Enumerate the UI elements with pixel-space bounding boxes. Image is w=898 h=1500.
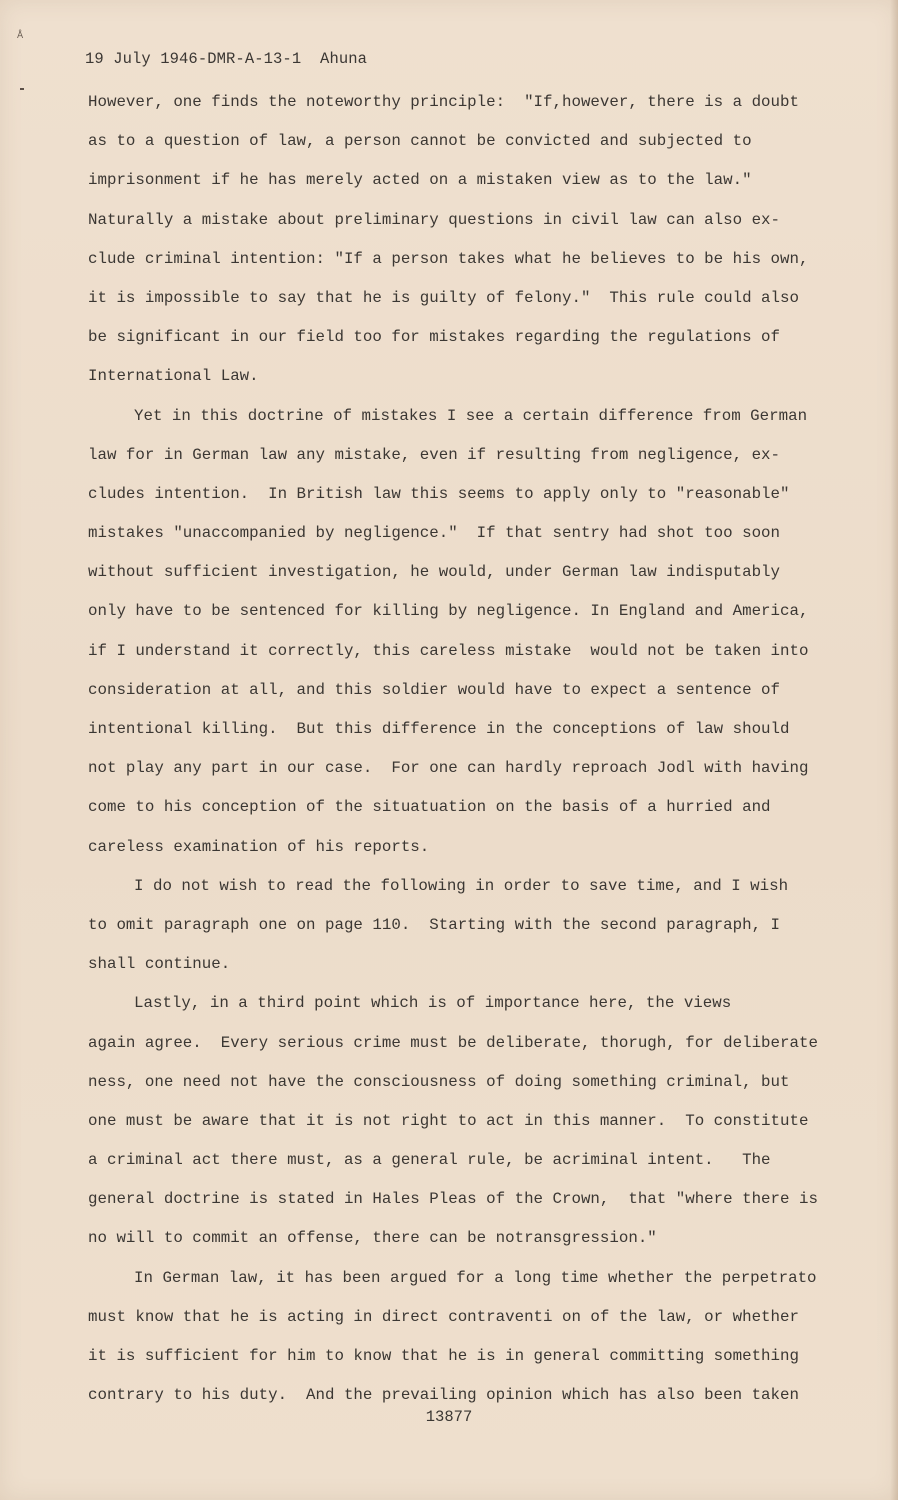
- paragraph: [88, 1259, 893, 1416]
- text-line: ness, one need not have the consciousness of doing something criminal, but: [88, 1072, 790, 1091]
- text-line: be significant in our field too for mistakes regarding the regulations of: [88, 328, 781, 347]
- text-line: International Law.: [88, 367, 259, 386]
- margin-mark-dash: [20, 88, 24, 90]
- paragraph: [88, 984, 893, 1258]
- text-line: if I understand it correctly, this careless mistake would not be taken into: [88, 641, 809, 660]
- text-line: However, one finds the noteworthy principle: "If,however, there is a doubt: [88, 93, 799, 111]
- text-line: shall continue.: [88, 955, 231, 974]
- paragraph: [88, 397, 893, 867]
- text-line: consideration at all, and this soldier would have to expect a sentence of: [88, 680, 781, 699]
- text-line: come to his conception of the situatuation on the basis of a hurried and: [88, 798, 771, 817]
- text-line: again agree. Every serious crime must be deliberate, thorugh, for deliberate: [88, 1033, 818, 1052]
- text-line: not play any part in our case. For one can hardly reproach Jodl with having: [88, 759, 809, 778]
- text-line: a criminal act there must, as a general rule, be acriminal intent. The: [88, 1151, 771, 1170]
- text-line: law for in German law any mistake, even if resulting from negligence, ex-: [88, 445, 781, 464]
- text-line: it is impossible to say that he is guilty of felony." This rule could also: [88, 288, 799, 307]
- text-line: without sufficient investigation, he would, under German law indisputably: [88, 563, 781, 582]
- text-line: one must be aware that it is not right to act in this manner. To constitute: [88, 1111, 809, 1130]
- text-line: it is sufficient for him to know that he is in general committing something: [88, 1347, 799, 1365]
- paragraph: [88, 867, 893, 985]
- document-body: [88, 83, 893, 1415]
- text-line: Yet in this doctrine of mistakes I see a certain difference from German: [134, 406, 808, 425]
- text-line: no will to commit an offense, there can be notransgression.": [88, 1229, 657, 1248]
- document-header: 19 July 1946-DMR-A-13-1 Ahuna: [85, 50, 368, 68]
- text-line: clude criminal intention: "If a person takes what he believes to be his own,: [88, 249, 809, 268]
- text-line: as to a question of law, a person cannot be convicted and subjected to: [88, 132, 752, 151]
- text-line: Naturally a mistake about preliminary questions in civil law can also ex-: [88, 210, 781, 229]
- text-line: careless examination of his reports.: [88, 837, 430, 856]
- text-line: Lastly, in a third point which is of importance here, the views: [134, 994, 732, 1013]
- text-line: must know that he is acting in direct contraventi on of the law, or whether: [88, 1307, 799, 1326]
- text-line: to omit paragraph one on page 110. Starting with the second paragraph, I: [88, 915, 781, 934]
- text-line: general doctrine is stated in Hales Pleas of the Crown, that "where there is: [88, 1190, 818, 1209]
- text-line: only have to be sentenced for killing by negligence. In England and America,: [88, 602, 809, 621]
- text-line: contrary to his duty. And the prevailing opinion which has also been taken: [88, 1386, 799, 1405]
- page-number: 13877: [425, 1408, 473, 1426]
- text-line: imprisonment if he has merely acted on a mistaken view as to the law.": [88, 171, 752, 190]
- text-line: cludes intention. In British law this seems to apply only to "reasonable": [88, 484, 790, 503]
- paragraph: [88, 83, 893, 397]
- text-line: In German law, it has been argued for a long time whether the perpetrato: [134, 1268, 817, 1287]
- text-line: mistakes "unaccompanied by negligence." If that sentry had shot too soon: [88, 524, 781, 543]
- text-line: intentional killing. But this difference in the conceptions of law should: [88, 720, 790, 738]
- margin-mark-top-left: Å: [17, 31, 24, 41]
- text-line: I do not wish to read the following in order to save time, and I wish: [134, 876, 789, 895]
